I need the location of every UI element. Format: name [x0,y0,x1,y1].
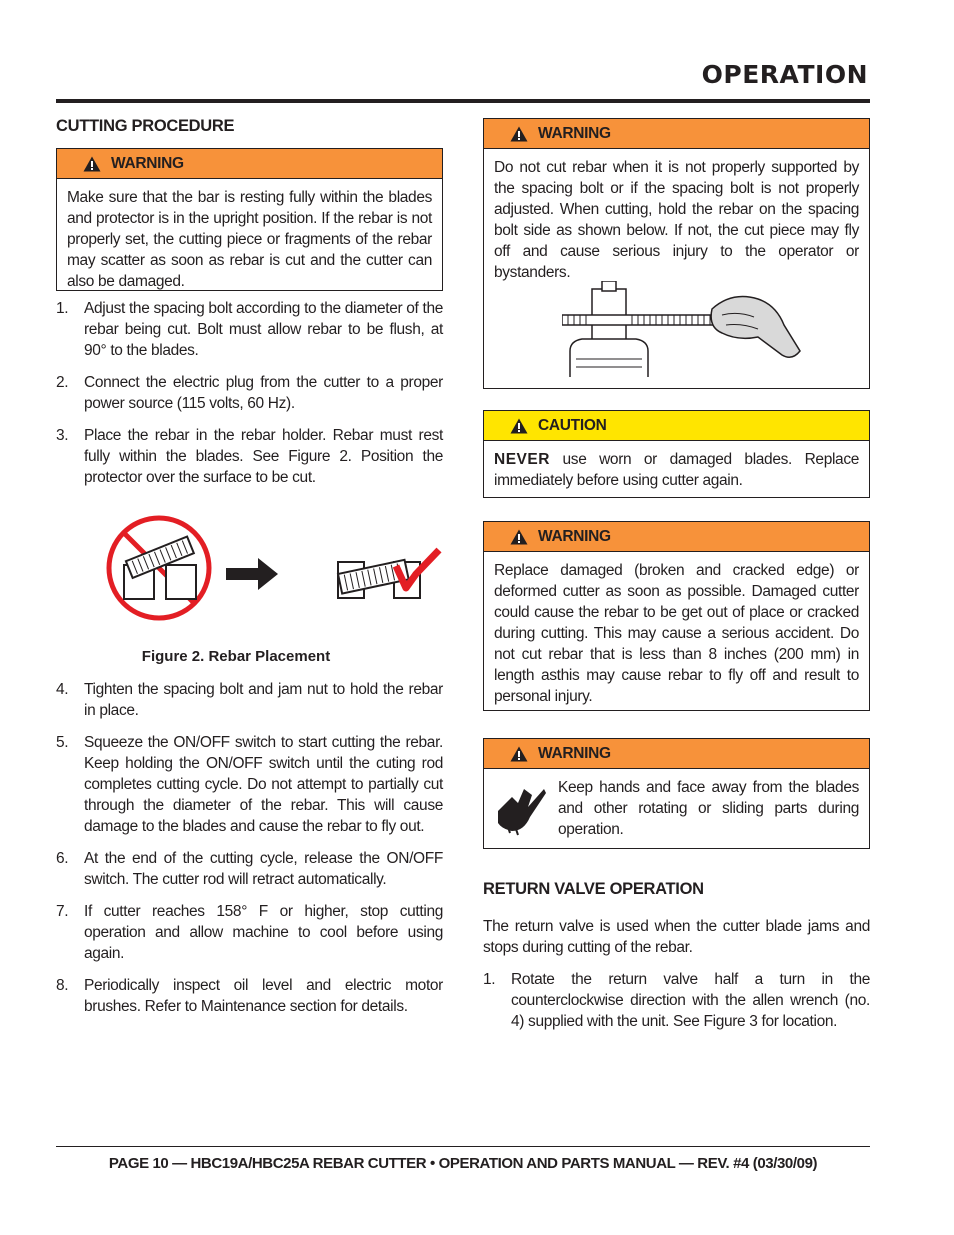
caution-box-blades [483,410,870,498]
steps-list-return [483,969,870,1032]
caution-text: NEVER use worn or damaged blades. Replace immediately before using cutter again. [494,451,859,489]
list-item: 4. Tighten the spacing bolt and jam nut to hold the rebar in place. [56,681,443,719]
title-rule [56,99,870,103]
steps-list-b [56,679,443,1017]
warning-header [484,119,869,149]
warning-box-damaged-cutter [483,521,870,711]
list-item: 2. Connect the electric plug from the cutter to a proper power source (115 volts, 60 Hz). [56,374,443,412]
warning-label: WARNING [538,124,611,142]
list-item: 1. Rotate the return valve half a turn in the counterclockwise direction with the allen wrench (no. 4) supplied with the unit. See Figure 3 for location. [483,971,870,1030]
list-item: 5. Squeeze the ON/OFF switch to start cutting the rebar. Keep holding the ON/OFF switch until the cuting rod completes cutting cycle. Do not attempt to partially cut through the diameter of the rebar. This will cause damage to the blades and cause the rebar to fly out. [56,734,443,835]
warning-triangle-icon [510,126,528,142]
footer-rule [56,1146,870,1147]
section-heading-return-valve: RETURN VALVE OPERATION [483,880,704,898]
warning-box-support [483,118,870,389]
warning-label: WARNING [538,527,611,545]
warning-triangle-icon [510,529,528,545]
warning-label: WARNING [538,744,611,762]
figure-rebar-placement [106,510,446,630]
warning-box-bar-placement [56,148,443,291]
page-title: OPERATION [701,60,868,89]
warning-triangle-icon [83,156,101,172]
warning-header [484,739,869,769]
list-item: 7. If cutter reaches 158° F or higher, stop cutting operation and allow machine to cool before using again. [56,903,443,962]
hand-hazard-icon [494,783,548,837]
caution-label: CAUTION [538,416,607,434]
warning-triangle-icon [510,746,528,762]
page-footer: PAGE 10 — HBC19A/HBC25A REBAR CUTTER • OPERATION AND PARTS MANUAL — REV. #4 (03/30/09) [108,1155,818,1172]
section-heading-cutting: CUTTING PROCEDURE [56,117,235,135]
warning-header [484,522,869,552]
warning-box-hands [483,738,870,849]
warning-header [57,149,442,179]
arrow-right-icon [226,558,278,590]
warning-text: Make sure that the bar is resting fully within the blades and protector is in the upright position. If the rebar is not properly set, the cutting piece or fragments of the rebar may scatter as soon as rebar is cut and the cutter can also be damaged. [67,189,432,290]
list-item: 6. At the end of the cutting cycle, release the ON/OFF switch. The cutter rod will retract automatically. [56,850,443,888]
warning-label: WARNING [111,154,184,172]
list-item: 3. Place the rebar in the rebar holder. Rebar must rest fully within the blades. See Figure 2. Position the protector over the surface to be cut. [56,427,443,486]
intro-paragraph: The return valve is used when the cutter blade jams and stops during cutting of the rebar. [483,918,870,956]
warning-triangle-icon [510,418,528,434]
warning-text: Keep hands and face away from the blades and other rotating or sliding parts during operation. [558,779,859,838]
caution-header [484,411,869,441]
warning-text: Do not cut rebar when it is not properly supported by the spacing bolt or if the spacing bolt is not properly adjusted. When cutting, hold the rebar on the spacing bolt side as shown below. If not, the cut piece may fly off and cause serious injury to the operator or bystanders. [494,159,859,281]
list-item: 1. Adjust the spacing bolt according to the diameter of the rebar being cut. Bolt must allow rebar to be flush, at 90° to the blades. [56,300,443,359]
list-item: 8. Periodically inspect oil level and electric motor brushes. Refer to Maintenance section for details. [56,977,443,1015]
rebar-correct-illustration [338,560,420,598]
prohibited-icon [109,518,209,618]
cutter-hand-illustration [562,281,812,381]
caution-strong: NEVER [494,451,550,468]
steps-list-a [56,298,443,488]
figure-caption: Figure 2. Rebar Placement [141,648,331,665]
warning-text: Replace damaged (broken and cracked edge) or deformed cutter as soon as possible. Damaged cutter could cause the rebar to be get out of place or cracked during cutting. This may cause a serious accident. Do not cut rebar that is less than 8 inches (200 mm) in length asthis may cause rebar to fly off and result to personal injury. [494,562,859,705]
